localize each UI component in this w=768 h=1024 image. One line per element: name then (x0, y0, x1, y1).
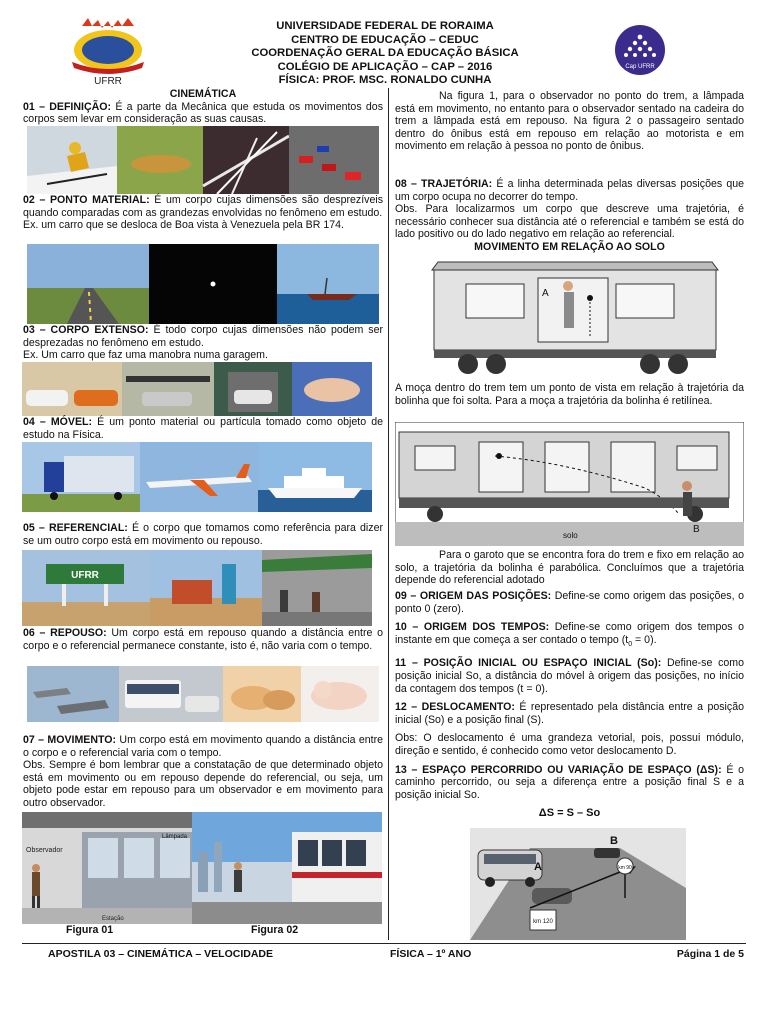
section-02: 02 – PONTO MATERIAL: É um corpo cujas dimensões são desprezíveis quando comparadas com as grandezas envolvidas no fenômeno em estudo. (23, 194, 383, 219)
header-line-5: FÍSICA: PROF. MSC. RONALDO CUNHA (278, 74, 492, 87)
right-col-top (395, 90, 744, 153)
left-col-s04 (23, 416, 383, 441)
footer-title: APOSTILA 03 – CINEMÁTICA – VELOCIDADE (48, 948, 274, 960)
displacement-formula: ΔS = S – So (538, 807, 601, 820)
section-08: 08 – TRAJETÓRIA: É a linha determinada pelas diversas posições que um corpo ocupa no decorrer do tempo. (395, 178, 744, 203)
right-col-p3 (395, 549, 744, 587)
left-col-s07 (23, 734, 383, 810)
right-col-s09-s13 (395, 590, 744, 820)
extended-body-photos (22, 362, 372, 416)
girl-trajectory-text: A moça dentro do trem tem um ponto de vista em relação à trajetória da bolinha que foi solta. Para a moça a trajetória da bolinha é retilínea. (395, 382, 744, 407)
section-05: 05 – REFERENCIAL: É o corpo que tomamos como referência para dizer se um outro corpo está em movimento ou repouso. (23, 522, 383, 547)
section-13: 13 – ESPAÇO PERCORRIDO OU VARIAÇÃO DE ESPAÇO (ΔS): É o caminho percorrido, ou seja a diferença entre a posição final S e a posição inicial So. (395, 763, 744, 801)
figure-02-caption: Figura 02 (251, 924, 299, 936)
column-divider (388, 88, 389, 940)
section-title: CINEMÁTICA (169, 88, 237, 100)
header-line-2: CENTRO DE EDUCAÇÃO – CEDUC (291, 33, 479, 46)
section-12: 12 – DESLOCAMENTO: É representado pela distância entre a posição inicial (So) e a posição final (S). (395, 701, 744, 726)
train-diagram-ground (395, 422, 744, 546)
section-10: 10 – ORIGEM DOS TEMPOS: Define-se como origem dos tempos o instante em que começa a ser contado o tempo $(t_0 = 0)$. (395, 621, 745, 648)
train-diagram-inside (428, 256, 722, 378)
left-col-s05 (23, 522, 383, 547)
section-08-obs: Obs. Para localizarmos um corpo que descreve uma trajetória, é necessário conhecer sua distância até o referencial e também se está do lado positivo ou do lado negativo em relação ao referencial. (395, 203, 744, 241)
svg-text:B: B (610, 835, 618, 847)
rest-photos (27, 666, 379, 722)
svg-text:solo: solo (563, 531, 578, 540)
section-06: 06 – REPOUSO: Um corpo está em repouso quando a distância entre o corpo e o referencial permanece constante, isto é, não varia com o tempo. (23, 627, 383, 652)
section-03: 03 – CORPO EXTENSO: É todo corpo cujas dimensões não podem ser desprezadas no fenômeno em estudo. (23, 324, 383, 349)
header-line-3: COORDENAÇÃO GERAL DA EDUCAÇÃO BÁSICA (251, 47, 519, 60)
header-line-1: UNIVERSIDADE FEDERAL DE RORAIMA (276, 20, 494, 32)
left-column (23, 88, 383, 126)
footer-page-number: Página 1 de 5 (676, 948, 744, 960)
institution-header (150, 20, 620, 88)
svg-text:B: B (693, 524, 700, 535)
right-col-p2 (395, 382, 744, 407)
reference-photos (22, 550, 372, 626)
figures-01-02 (22, 812, 382, 924)
svg-text:UFRR: UFRR (94, 76, 122, 86)
svg-text:Cap UFRR: Cap UFRR (625, 64, 655, 70)
svg-text:Estação: Estação (102, 916, 124, 922)
motion-photos-strip (27, 126, 379, 194)
road-diagram (470, 828, 686, 940)
section-03-example: Ex. Um carro que faz uma manobra numa garagem. (23, 349, 268, 362)
page-header (0, 18, 768, 88)
svg-text:UFRR: UFRR (71, 570, 99, 581)
section-02-example: Ex. um carro que se desloca de Boa vista à Venezuela pela BR 174. (23, 219, 344, 232)
left-col-s06 (23, 627, 383, 652)
svg-text:km 90: km 90 (618, 865, 632, 871)
svg-text:A: A (542, 288, 549, 299)
vehicles-photos (22, 442, 372, 512)
svg-text:Observador: Observador (26, 847, 63, 854)
header-line-4: COLÉGIO DE APLICAÇÃO – CAP – 2016 (277, 60, 493, 73)
figure-01-caption: Figura 01 (66, 924, 114, 936)
section-07-obs: Obs. Sempre é bom lembrar que a constatação de que determinado objeto está em movimento ou em repouso depende do referencial, ou seja, um objeto pode estar em repouso para um observador e em movimento para outro observador. (23, 759, 383, 809)
section-01: 01 – DEFINIÇÃO: É a parte da Mecânica que estuda os movimentos dos corpos sem levar em consideração as suas causas. (23, 100, 383, 126)
right-col-s08 (395, 178, 744, 254)
footer-subject: FÍSICA – 1º ANO (390, 948, 472, 960)
point-material-photos (27, 244, 379, 324)
cap-ufrr-logo (614, 24, 666, 76)
left-col-s03 (23, 324, 383, 362)
page-footer (22, 943, 746, 964)
section-11: 11 – POSIÇÃO INICIAL OU ESPAÇO INICIAL (So): Define-se como posição inicial So, a distância do móvel à origem das posições, no início da contagem dos tempos (t = 0). (395, 657, 744, 695)
left-col-s02 (23, 194, 383, 232)
figure-explanation: Na figura 1, para o observador no ponto do trem, a lâmpada está em movimento, no entanto para o observador sentado na cadeira do trem a lâmpada está em repouso. Na figura 2 o passageiro sentado dentro do ônibus está em repouso em relação ao motorista e em movimento em relação à pessoa no ponto de ônibus. (395, 90, 744, 153)
boy-trajectory-text: Para o garoto que se encontra fora do trem e fixo em relação ao solo, a trajetória da bolinha é parabólica. Concluímos que a trajetória depende do referencial adotado (395, 549, 744, 587)
section-07: 07 – MOVIMENTO: Um corpo está em movimento quando a distância entre o corpo e o referencial varia com o tempo. (23, 734, 383, 759)
svg-text:Lâmpada: Lâmpada (162, 834, 188, 840)
movement-title: MOVIMENTO EM RELAÇÃO AO SOLO (474, 240, 665, 253)
section-12-obs: Obs: O deslocamento é uma grandeza vetorial, pois, possui módulo, direção e sentido, é conhecido como vetor deslocamento D. (395, 732, 744, 758)
section-04: 04 – MÓVEL: É um ponto material ou partícula tomado como objeto de estudo na Física. (23, 416, 383, 441)
ufrr-logo (62, 18, 154, 86)
section-09: 09 – ORIGEM DAS POSIÇÕES: Define-se como origem das posições, o ponto 0 (zero). (395, 590, 744, 615)
svg-text:A: A (534, 861, 542, 873)
svg-text:km 120: km 120 (533, 919, 553, 925)
